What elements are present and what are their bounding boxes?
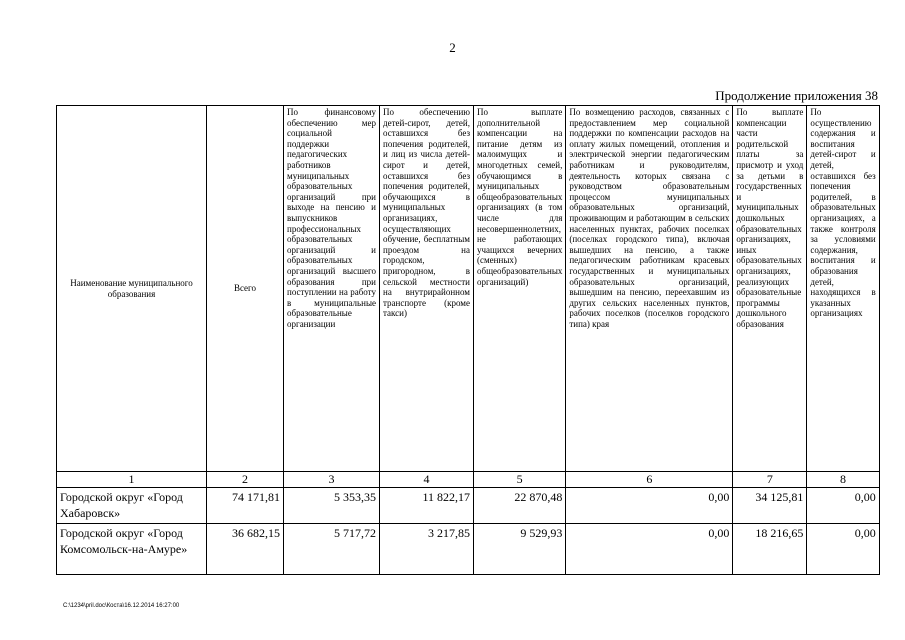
value-cell: 0,00: [566, 488, 733, 524]
value-cell: 0,00: [807, 524, 879, 575]
header-col-6: По возмещению расходов, связанных с предоставлением мер социальной поддержки по компенсации расходов на оплату жилых помещений, отопления и электрической энергии педагогическим работникам и руководителям, деятельность которых связана с руководством образовательным процессом муниципальных образовательных организаций, проживающим и работающим в сельских населенных пунктах, рабочих поселках (поселках городского типа), включая вышедших на пенсию, а также педагогическим работникам красевых государственных и муниципальных образовательных организаций, вышедшим на пенсию, переехавшим из других сельских населенных пунктов, рабочих поселков (поселков городского типа) края: [566, 106, 733, 472]
header-col-1: Наименование муниципального образования: [57, 106, 207, 472]
value-cell: 0,00: [807, 488, 879, 524]
column-number: 4: [380, 472, 474, 488]
table-row: [57, 524, 880, 575]
column-number: 6: [566, 472, 733, 488]
header-row: [57, 106, 880, 472]
header-col-2: Всего: [207, 106, 284, 472]
header-col-3: По финансовому обеспечению мер социальной поддержки педагогических работников муниципальных образовательных организаций при выходе на пенсию и выпускников профессиональных образовательных организаций и образовательных организаций высшего образования при поступлении на работу в муниципальные образовательные организации: [284, 106, 380, 472]
value-cell: 11 822,17: [380, 488, 474, 524]
page-number: 2: [449, 40, 456, 55]
header-col-8: По осуществлению содержания и воспитания детей-сирот и детей, оставшихся без попечения родителей, в образовательных организациях, а также контроля за условиями содержания, воспитания и образования детей, находящихся в указанных организациях: [807, 106, 879, 472]
continuation-label: Продолжение приложения 38: [715, 88, 878, 103]
column-number: 3: [284, 472, 380, 488]
municipality-name: Городской округ «Город Комсомольск-на-Амуре»: [57, 524, 207, 575]
column-number: 5: [474, 472, 566, 488]
file-path-footer: C:\1234\pril.doc\Коста\16.12.2014 16:27:00: [63, 603, 180, 609]
table-row: [57, 488, 880, 524]
value-cell: 74 171,81: [207, 488, 284, 524]
value-cell: 5 717,72: [284, 524, 380, 575]
value-cell: 0,00: [566, 524, 733, 575]
column-number: 1: [57, 472, 207, 488]
value-cell: 34 125,81: [733, 488, 807, 524]
value-cell: 9 529,93: [474, 524, 566, 575]
municipality-name: Городской округ «Город Хабаровск»: [57, 488, 207, 524]
column-number: 8: [807, 472, 879, 488]
header-col-7: По выплате компенсации части родительской платы за присмотр и уход за детьми в государственных и муниципальных дошкольных образовательных организациях, иных образовательных организациях, реализующих образовательные программы дошкольного образования: [733, 106, 807, 472]
column-number: 2: [207, 472, 284, 488]
value-cell: 5 353,35: [284, 488, 380, 524]
value-cell: 18 216,65: [733, 524, 807, 575]
column-number-row: [57, 472, 880, 488]
value-cell: 3 217,85: [380, 524, 474, 575]
column-number: 7: [733, 472, 807, 488]
budget-table: [56, 105, 880, 575]
value-cell: 22 870,48: [474, 488, 566, 524]
header-col-4: По обеспечению детей-сирот, детей, оставшихся без попечения родителей, и лиц из числа детей-сирот и детей, оставшихся без попечения родителей, обучающихся в муниципальных организациях, осуществляющих обучение, бесплатным проездом на городском, пригородном, в сельской местности на внутрирайонном транспорте (кроме такси): [380, 106, 474, 472]
value-cell: 36 682,15: [207, 524, 284, 575]
header-col-5: По выплате дополнительной компенсации на питание детям из малоимущих и многодетных семей, обучающимся в муниципальных общеобразовательных организациях (в том числе для несовершеннолетних, не работающих учащихся вечерних (сменных) общеобразовательных организаций): [474, 106, 566, 472]
